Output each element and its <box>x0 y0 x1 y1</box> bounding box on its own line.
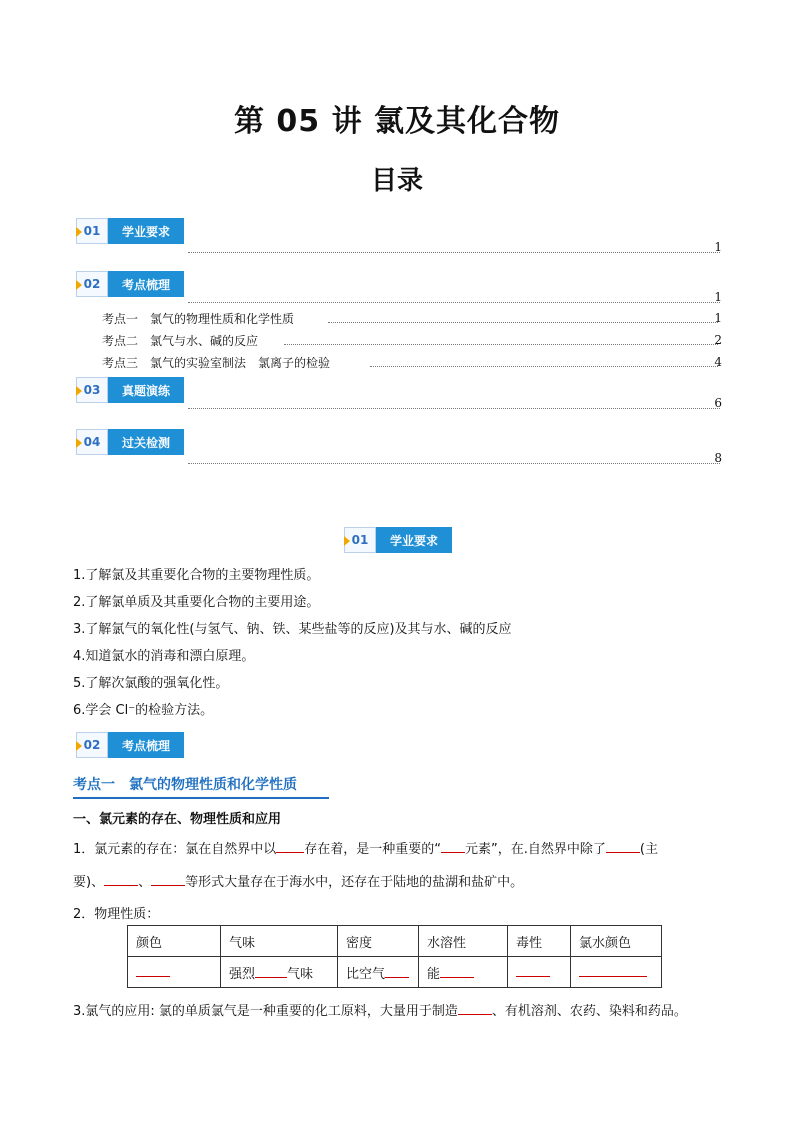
section-label: 真题演练 <box>108 377 184 403</box>
text-segment: 强烈 <box>229 966 256 982</box>
section-label: 考点梳理 <box>108 732 184 758</box>
table-cell <box>128 957 221 988</box>
table-header-cell: 密度 <box>338 926 419 957</box>
table-header-cell: 毒性 <box>508 926 571 957</box>
fill-blank[interactable] <box>104 873 138 886</box>
section-label: 学业要求 <box>108 218 184 244</box>
toc-page-number: 6 <box>714 396 722 410</box>
arrow-icon <box>76 438 82 448</box>
toc-subitem-2[interactable]: 考点二 氯气与水、碱的反应 <box>102 334 259 348</box>
table-header-cell: 水溶性 <box>419 926 508 957</box>
requirement-item: 4.知道氯水的消毒和漂白原理。 <box>73 649 255 664</box>
fill-blank[interactable] <box>440 965 474 978</box>
toc-leader <box>188 408 720 409</box>
text-segment: 气味 <box>287 966 314 982</box>
requirement-item: 3.了解氯气的氧化性(与氢气、钠、铁、某些盐等的反应)及其与水、碱的反应 <box>73 622 512 637</box>
text-segment: (主 <box>639 842 658 857</box>
toc-leader <box>188 302 720 303</box>
toc-page-number: 8 <box>714 451 722 465</box>
arrow-icon <box>76 227 82 237</box>
fill-blank[interactable] <box>385 965 409 978</box>
section-number-badge: 02 <box>76 271 108 297</box>
toc-leader <box>328 322 718 323</box>
knowledge-point-title: 考点一 氯气的物理性质和化学性质 <box>73 777 297 793</box>
toc-leader <box>188 463 720 464</box>
table-cell <box>419 957 508 988</box>
toc-subitem-1[interactable]: 考点一 氯气的物理性质和化学性质 <box>102 312 295 326</box>
requirements-badge <box>344 527 452 553</box>
arrow-icon <box>76 280 82 290</box>
fill-blank[interactable] <box>276 840 304 853</box>
fill-blank[interactable] <box>136 964 170 977</box>
text-segment: 能 <box>427 966 441 982</box>
table-header-cell: 气味 <box>221 926 338 957</box>
text-segment: 元素”，在.自然界中除了 <box>465 842 606 857</box>
arrow-icon <box>344 536 350 546</box>
toc-page-number: 1 <box>714 240 722 254</box>
paragraph-1-line-1 <box>73 838 658 857</box>
text-segment: 存在着，是一种重要的“ <box>304 842 442 857</box>
fill-blank[interactable] <box>441 840 465 853</box>
requirement-item: 5.了解次氯酸的强氧化性。 <box>73 676 229 691</box>
document-title: 第 05 讲 氯及其化合物 <box>233 104 561 139</box>
section-number-badge: 01 <box>76 218 108 244</box>
toc-subitem-3[interactable]: 考点三 氯气的实验室制法 氯离子的检验 <box>102 356 331 370</box>
text-segment: 等形式大量存在于海水中，还存在于陆地的盐湖和盐矿中。 <box>185 875 524 890</box>
section-label: 过关检测 <box>108 429 184 455</box>
section-number-badge: 02 <box>76 732 108 758</box>
arrow-icon <box>76 741 82 751</box>
section-number-badge: 01 <box>344 527 376 553</box>
section-label: 考点梳理 <box>108 271 184 297</box>
fill-blank[interactable] <box>255 965 287 978</box>
table-cell <box>508 957 571 988</box>
heading-underline <box>73 797 329 799</box>
table-row <box>128 957 662 988</box>
fill-blank[interactable] <box>458 1002 492 1015</box>
toc-page-number: 1 <box>714 311 722 325</box>
fill-blank[interactable] <box>516 964 550 977</box>
toc-leader <box>284 344 718 345</box>
fill-blank[interactable] <box>579 964 647 977</box>
requirement-item: 1.了解氯及其重要化合物的主要物理性质。 <box>73 568 320 583</box>
toc-section-03[interactable] <box>76 377 184 403</box>
fill-blank[interactable] <box>151 873 185 886</box>
table-header-cell: 氯水颜色 <box>571 926 662 957</box>
arrow-icon <box>76 386 82 396</box>
toc-heading: 目录 <box>370 166 423 196</box>
toc-page-number: 2 <box>714 333 722 347</box>
text-segment: 比空气 <box>346 966 386 982</box>
table-header-row <box>128 926 662 957</box>
text-segment: 3.氯气的应用: 氯的单质氯气是一种重要的化工原料，大量用于制造 <box>73 1004 458 1019</box>
table-header-cell: 颜色 <box>128 926 221 957</box>
toc-page-number: 1 <box>714 290 722 304</box>
text-segment: 、 <box>138 875 152 890</box>
review-badge <box>76 732 184 758</box>
section-number-badge: 04 <box>76 429 108 455</box>
section-number-badge: 03 <box>76 377 108 403</box>
table-cell <box>221 957 338 988</box>
fill-blank[interactable] <box>606 840 640 853</box>
toc-leader <box>370 366 718 367</box>
text-segment: 1．氯元素的存在：氯在自然界中以 <box>73 842 277 857</box>
text-segment: 要)、 <box>73 875 105 890</box>
toc-section-01[interactable] <box>76 218 184 244</box>
toc-section-04[interactable] <box>76 429 184 455</box>
table-cell <box>338 957 419 988</box>
requirement-item: 2.了解氯单质及其重要化合物的主要用途。 <box>73 595 320 610</box>
toc-section-02[interactable] <box>76 271 184 297</box>
section-heading: 一、氯元素的存在、物理性质和应用 <box>73 812 282 827</box>
paragraph-3 <box>73 1000 687 1019</box>
toc-page-number: 4 <box>714 355 722 369</box>
section-label: 学业要求 <box>376 527 452 553</box>
physical-properties-table <box>127 925 662 988</box>
toc-leader <box>188 252 720 253</box>
paragraph-1-line-2 <box>73 871 523 890</box>
requirement-item: 6.学会 Cl⁻的检验方法。 <box>73 703 214 718</box>
text-segment: 、有机溶剂、农药、染料和药品。 <box>491 1004 687 1019</box>
paragraph-2: 2．物理性质： <box>73 907 160 922</box>
table-cell <box>571 957 662 988</box>
